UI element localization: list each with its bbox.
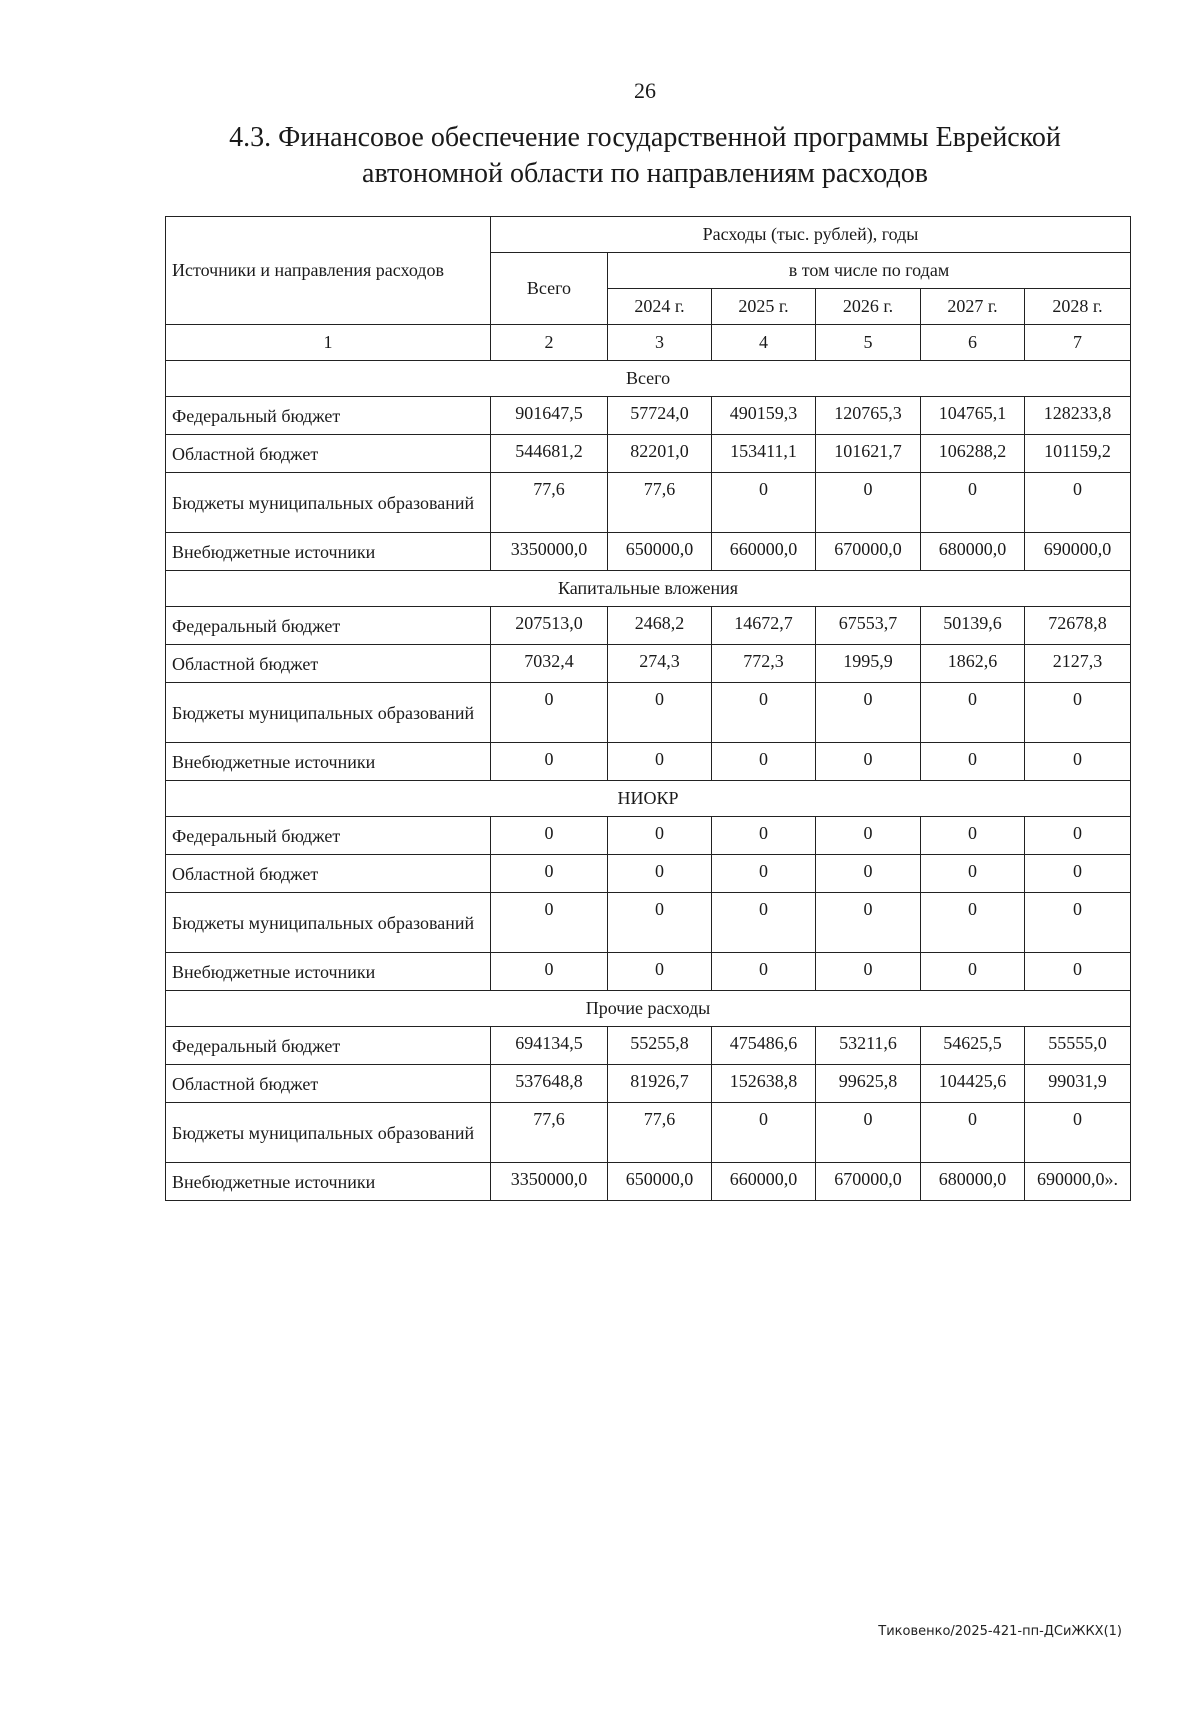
table-cell: 0 xyxy=(491,743,608,781)
table-row xyxy=(166,855,1131,893)
column-number: 6 xyxy=(921,325,1025,361)
table-cell: 680000,0 xyxy=(921,1163,1025,1201)
table-cell: 77,6 xyxy=(491,473,608,533)
table-cell: 544681,2 xyxy=(491,435,608,473)
table-cell: 670000,0 xyxy=(816,533,921,571)
table-cell: 0 xyxy=(921,683,1025,743)
table-cell: 0 xyxy=(1025,817,1131,855)
table-cell: 77,6 xyxy=(608,1103,712,1163)
table-cell: 2127,3 xyxy=(1025,645,1131,683)
section-title: Капитальные вложения xyxy=(166,571,1131,607)
table-cell: 82201,0 xyxy=(608,435,712,473)
table-cell: 0 xyxy=(1025,1103,1131,1163)
table-cell: 55555,0 xyxy=(1025,1027,1131,1065)
column-number: 7 xyxy=(1025,325,1131,361)
table-cell: 537648,8 xyxy=(491,1065,608,1103)
financing-table xyxy=(165,216,1131,1201)
table-cell: 274,3 xyxy=(608,645,712,683)
document-title xyxy=(150,120,1140,192)
table-cell: 0 xyxy=(1025,683,1131,743)
table-row xyxy=(166,817,1131,855)
table-cell: 55255,8 xyxy=(608,1027,712,1065)
section-title: НИОКР xyxy=(166,781,1131,817)
row-label: Федеральный бюджет xyxy=(166,817,491,855)
table-cell: 0 xyxy=(816,855,921,893)
row-label: Внебюджетные источники xyxy=(166,743,491,781)
table-cell: 0 xyxy=(816,893,921,953)
table-row xyxy=(166,1027,1131,1065)
header-by-years: в том числе по годам xyxy=(608,253,1131,289)
table-cell: 0 xyxy=(921,953,1025,991)
table-cell: 0 xyxy=(712,473,816,533)
table-cell: 1862,6 xyxy=(921,645,1025,683)
table-cell: 0 xyxy=(712,1103,816,1163)
column-number: 5 xyxy=(816,325,921,361)
table-cell: 77,6 xyxy=(491,1103,608,1163)
table-cell: 120765,3 xyxy=(816,397,921,435)
table-cell: 0 xyxy=(608,743,712,781)
title-line-1: 4.3. Финансовое обеспечение государственной программы Еврейской xyxy=(229,122,1061,153)
table-cell: 152638,8 xyxy=(712,1065,816,1103)
table-cell: 670000,0 xyxy=(816,1163,921,1201)
table-row xyxy=(166,473,1131,533)
table-cell: 0 xyxy=(712,953,816,991)
table-cell: 0 xyxy=(608,893,712,953)
row-label: Бюджеты муниципальных образований xyxy=(166,473,491,533)
table-cell: 101621,7 xyxy=(816,435,921,473)
column-number: 4 xyxy=(712,325,816,361)
table-cell: 650000,0 xyxy=(608,1163,712,1201)
table-cell: 0 xyxy=(921,743,1025,781)
table-cell: 3350000,0 xyxy=(491,533,608,571)
table-cell: 0 xyxy=(921,817,1025,855)
header-column-numbers-row xyxy=(166,325,1131,361)
table-cell: 99625,8 xyxy=(816,1065,921,1103)
page-number: 26 xyxy=(634,78,656,103)
table-row xyxy=(166,1103,1131,1163)
row-label: Бюджеты муниципальных образований xyxy=(166,893,491,953)
table-cell: 0 xyxy=(491,683,608,743)
section-header-row xyxy=(166,571,1131,607)
table-cell: 0 xyxy=(1025,855,1131,893)
row-label: Областной бюджет xyxy=(166,1065,491,1103)
row-label: Внебюджетные источники xyxy=(166,953,491,991)
section-title: Всего xyxy=(166,361,1131,397)
header-year: 2026 г. xyxy=(816,289,921,325)
table-cell: 0 xyxy=(608,953,712,991)
column-number: 1 xyxy=(166,325,491,361)
table-cell: 104765,1 xyxy=(921,397,1025,435)
table-cell: 0 xyxy=(712,743,816,781)
section-header-row xyxy=(166,781,1131,817)
table-cell: 660000,0 xyxy=(712,533,816,571)
table-cell: 0 xyxy=(816,953,921,991)
table-cell: 14672,7 xyxy=(712,607,816,645)
table-cell: 0 xyxy=(1025,953,1131,991)
table-cell: 0 xyxy=(921,893,1025,953)
table-cell: 106288,2 xyxy=(921,435,1025,473)
table-row xyxy=(166,893,1131,953)
table-row xyxy=(166,743,1131,781)
table-cell: 81926,7 xyxy=(608,1065,712,1103)
row-label: Областной бюджет xyxy=(166,645,491,683)
table-cell: 0 xyxy=(608,855,712,893)
table-cell: 1995,9 xyxy=(816,645,921,683)
table-cell: 0 xyxy=(712,817,816,855)
table-row xyxy=(166,1163,1131,1201)
table-cell: 0 xyxy=(491,953,608,991)
table-cell: 0 xyxy=(712,683,816,743)
table-cell: 660000,0 xyxy=(712,1163,816,1201)
table-cell: 101159,2 xyxy=(1025,435,1131,473)
table-row xyxy=(166,607,1131,645)
header-year: 2024 г. xyxy=(608,289,712,325)
table-row xyxy=(166,645,1131,683)
table-cell: 3350000,0 xyxy=(491,1163,608,1201)
table-cell: 0 xyxy=(1025,743,1131,781)
row-label: Федеральный бюджет xyxy=(166,1027,491,1065)
row-label: Внебюджетные источники xyxy=(166,533,491,571)
header-year: 2028 г. xyxy=(1025,289,1131,325)
table-cell: 475486,6 xyxy=(712,1027,816,1065)
table-body xyxy=(166,361,1131,1201)
table-cell: 99031,9 xyxy=(1025,1065,1131,1103)
table-row xyxy=(166,435,1131,473)
header-year: 2027 г. xyxy=(921,289,1025,325)
header-expenses: Расходы (тыс. рублей), годы xyxy=(491,217,1131,253)
table-row xyxy=(166,1065,1131,1103)
row-label: Внебюджетные источники xyxy=(166,1163,491,1201)
table-cell: 53211,6 xyxy=(816,1027,921,1065)
table-cell: 0 xyxy=(491,893,608,953)
table-cell: 0 xyxy=(816,743,921,781)
table-cell: 0 xyxy=(921,473,1025,533)
table-cell: 50139,6 xyxy=(921,607,1025,645)
table-cell: 153411,1 xyxy=(712,435,816,473)
table-cell: 104425,6 xyxy=(921,1065,1025,1103)
table-cell: 0 xyxy=(816,1103,921,1163)
table-cell: 0 xyxy=(1025,473,1131,533)
table-cell: 0 xyxy=(608,817,712,855)
table-cell: 690000,0». xyxy=(1025,1163,1131,1201)
table-cell: 128233,8 xyxy=(1025,397,1131,435)
section-header-row xyxy=(166,361,1131,397)
section-title: Прочие расходы xyxy=(166,991,1131,1027)
header-total: Всего xyxy=(491,253,608,325)
table-cell: 490159,3 xyxy=(712,397,816,435)
table-cell: 901647,5 xyxy=(491,397,608,435)
table-cell: 680000,0 xyxy=(921,533,1025,571)
table-cell: 7032,4 xyxy=(491,645,608,683)
table-cell: 54625,5 xyxy=(921,1027,1025,1065)
table-cell: 0 xyxy=(1025,893,1131,953)
table-cell: 57724,0 xyxy=(608,397,712,435)
row-label: Областной бюджет xyxy=(166,435,491,473)
table-cell: 650000,0 xyxy=(608,533,712,571)
table-row xyxy=(166,953,1131,991)
header-sources: Источники и направления расходов xyxy=(166,217,491,325)
table-row xyxy=(166,683,1131,743)
table-cell: 0 xyxy=(816,683,921,743)
table-cell: 72678,8 xyxy=(1025,607,1131,645)
row-label: Областной бюджет xyxy=(166,855,491,893)
table-header xyxy=(166,217,1131,361)
table-cell: 0 xyxy=(608,683,712,743)
row-label: Бюджеты муниципальных образований xyxy=(166,1103,491,1163)
table-cell: 0 xyxy=(712,855,816,893)
table-cell: 0 xyxy=(491,817,608,855)
table-cell: 0 xyxy=(712,893,816,953)
table-cell: 77,6 xyxy=(608,473,712,533)
row-label: Бюджеты муниципальных образований xyxy=(166,683,491,743)
table-cell: 0 xyxy=(816,473,921,533)
header-year: 2025 г. xyxy=(712,289,816,325)
title-line-2: автономной области по направлениям расходов xyxy=(362,158,928,189)
table-cell: 694134,5 xyxy=(491,1027,608,1065)
table-cell: 0 xyxy=(921,855,1025,893)
footer-note: Тиковенко/2025-421-пп-ДСиЖКХ(1) xyxy=(878,1624,1122,1639)
table-cell: 690000,0 xyxy=(1025,533,1131,571)
row-label: Федеральный бюджет xyxy=(166,607,491,645)
column-number: 3 xyxy=(608,325,712,361)
table-cell: 772,3 xyxy=(712,645,816,683)
column-number: 2 xyxy=(491,325,608,361)
table-cell: 67553,7 xyxy=(816,607,921,645)
table-cell: 0 xyxy=(816,817,921,855)
table-cell: 207513,0 xyxy=(491,607,608,645)
section-header-row xyxy=(166,991,1131,1027)
table-cell: 0 xyxy=(491,855,608,893)
table-row xyxy=(166,397,1131,435)
row-label: Федеральный бюджет xyxy=(166,397,491,435)
table-row xyxy=(166,533,1131,571)
table-cell: 0 xyxy=(921,1103,1025,1163)
table-cell: 2468,2 xyxy=(608,607,712,645)
